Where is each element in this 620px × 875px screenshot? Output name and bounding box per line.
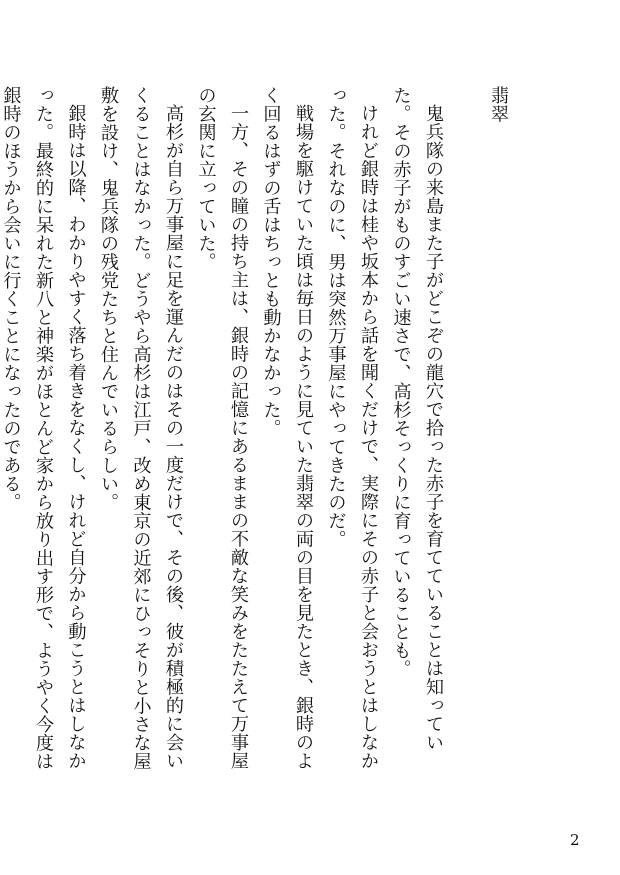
page-number: 2 [570, 831, 580, 849]
paragraph-6: 銀時は以降、わかりやすく落ち着きをなくし、けれど自分から動こうとはしなかった。最終的に呆れた新八と神楽がほとんど家から放り出す形で、ようやく今度は銀時のほうから会いに行くことになったのである。 [0, 86, 87, 771]
vertical-text-body [0, 86, 514, 786]
paragraph-3: 戦場を駆けていた頃は毎日のように見ていた翡翠の両の目を見たとき、銀時のよく回るはずの舌はちっとも動かなかった。 [260, 86, 314, 771]
chapter-title: 翡翠 [488, 86, 509, 123]
paragraph-4: 一方、その瞳の持ち主は、銀時の記憶にあるままの不敵な笑みをたたえて万事屋の玄関に立っていた。 [195, 86, 249, 771]
paragraph-5: 高杉が自ら万事屋に足を運んだのはその一度だけで、その後、彼が積極的に会いくることはなかった。どうやら高杉は江戸、改め東京の近郊にひっそりと小さな屋敷を設け、鬼兵隊の残党たちと住んでいるらしい。 [98, 86, 184, 771]
paragraph-1: 鬼兵隊の来島また子がどこぞの龍穴で拾った赤子を育てていることは知っていた。その赤子がものすごい速さで、高杉そっくりに育っていることも。 [390, 86, 444, 752]
title-spacer [449, 86, 482, 786]
paragraph-2: けれど銀時は桂や坂本から話を聞くだけで、実際にその赤子と会おうとはしなかった。それなのに、男は突然万事屋にやってきたのだ。 [325, 86, 379, 771]
